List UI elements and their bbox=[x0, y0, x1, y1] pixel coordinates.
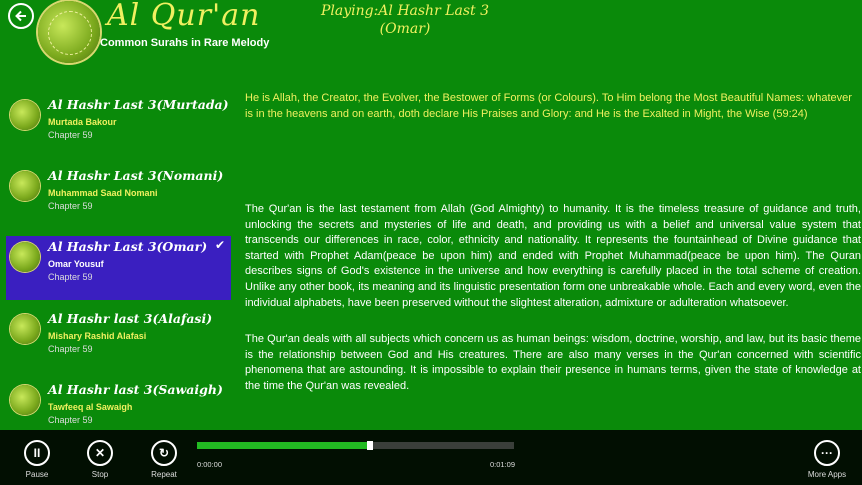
back-button[interactable] bbox=[8, 3, 34, 29]
item-reciter: Muhammad Saad Nomani bbox=[48, 188, 158, 198]
app-title: Al Qur'an bbox=[107, 0, 261, 33]
item-reciter: Mishary Rashid Alafasi bbox=[48, 331, 147, 341]
progress-thumb[interactable] bbox=[367, 441, 373, 450]
quran-icon bbox=[10, 242, 40, 272]
current-time: 0:00:00 bbox=[197, 460, 223, 469]
pause-button[interactable] bbox=[12, 440, 62, 479]
item-title: Al Hashr last 3(Alafasi) bbox=[48, 311, 213, 326]
repeat-icon: ↻ bbox=[151, 440, 177, 466]
arrow-left-icon bbox=[14, 9, 28, 23]
total-time: 0:01:09 bbox=[490, 460, 516, 469]
playlist-item-selected[interactable] bbox=[6, 236, 231, 300]
item-chapter: Chapter 59 bbox=[48, 344, 93, 354]
repeat-label: Repeat bbox=[151, 470, 177, 479]
item-chapter: Chapter 59 bbox=[48, 130, 93, 140]
playlist bbox=[6, 94, 231, 450]
now-playing bbox=[300, 2, 510, 38]
item-title: Al Hashr Last 3(Omar) bbox=[48, 239, 208, 254]
item-reciter: Omar Yousuf bbox=[48, 259, 104, 269]
progress-slider[interactable] bbox=[197, 442, 514, 449]
item-reciter: Murtada Bakour bbox=[48, 117, 117, 127]
item-reciter: Tawfeeq al Sawaigh bbox=[48, 402, 133, 412]
quran-icon bbox=[10, 171, 40, 201]
progress-fill bbox=[197, 442, 369, 449]
more-icon: ··· bbox=[814, 440, 840, 466]
now-playing-title: Playing:Al Hashr Last 3 bbox=[320, 3, 490, 19]
description-paragraph-2: The Qur'an deals with all subjects which concern us as human beings: wisdom, doctrine, worship, and law, but its basic theme is the relationship between God and His creatures. There are also many verses in the Qur'an concerned with scientific phenomena that are astounding. It is impossible to explain their presence in humans terms, given the state of knowledge at the time the Qur'an was revealed. bbox=[245, 333, 861, 392]
pause-label: Pause bbox=[25, 470, 49, 479]
item-title: Al Hashr Last 3(Murtada) bbox=[48, 97, 229, 112]
playlist-item[interactable] bbox=[6, 94, 231, 157]
item-chapter: Chapter 59 bbox=[48, 415, 93, 425]
stop-button[interactable] bbox=[75, 440, 125, 479]
quran-logo bbox=[38, 1, 100, 63]
more-apps-label: More Apps bbox=[807, 470, 847, 479]
checkmark-icon: ✔ bbox=[214, 238, 225, 252]
more-apps-button[interactable] bbox=[802, 440, 852, 479]
app-bar bbox=[0, 430, 862, 485]
quran-icon bbox=[10, 100, 40, 130]
quran-icon bbox=[10, 314, 40, 344]
close-icon: ✕ bbox=[87, 440, 113, 466]
playlist-item[interactable] bbox=[6, 165, 231, 228]
item-chapter: Chapter 59 bbox=[48, 272, 93, 282]
playlist-item[interactable] bbox=[6, 308, 231, 371]
verse-text: He is Allah, the Creator, the Evolver, the Bestower of Forms (or Colours). To Him belong the Most Beautiful Names: whatever is in the heavens and on earth, doth declare His Praises and Glory: and He is the Exalted in Might, the Wise (59:24) bbox=[245, 92, 852, 120]
now-playing-reciter: (Omar) bbox=[379, 21, 431, 37]
app-subtitle: Common Surahs in Rare Melody bbox=[100, 37, 270, 49]
stop-label: Stop bbox=[91, 470, 109, 479]
pause-icon: II bbox=[24, 440, 50, 466]
description-paragraph-1: The Qur'an is the last testament from Allah (God Almighty) to humanity. It is the timeless treasure of guidance and truth, unlocking the secrets and mysteries of life and death, and providing us with a belief and universal value system that transcends our differences in race, color, ethnicity and nationality. It represents the fountainhead of Divine guidance that started with Prophet Adam(peace be upon him) and ended with Prophet Muhammad(peace be upon him). The Quran describes signs of God's existence in the universe and how everything is carefully placed in the total scheme of creation. Unlike any other book, its meaning and its linguistic presentation form one unbreakable whole. Each and every word, even the individual alphabets, have been preserved without the slightest alteration, admixture or adulteration whatsoever. bbox=[245, 203, 861, 309]
quran-icon bbox=[10, 385, 40, 415]
item-title: Al Hashr last 3(Sawaigh) bbox=[48, 382, 223, 397]
item-chapter: Chapter 59 bbox=[48, 201, 93, 211]
repeat-button[interactable] bbox=[139, 440, 189, 479]
item-title: Al Hashr Last 3(Nomani) bbox=[48, 168, 224, 183]
